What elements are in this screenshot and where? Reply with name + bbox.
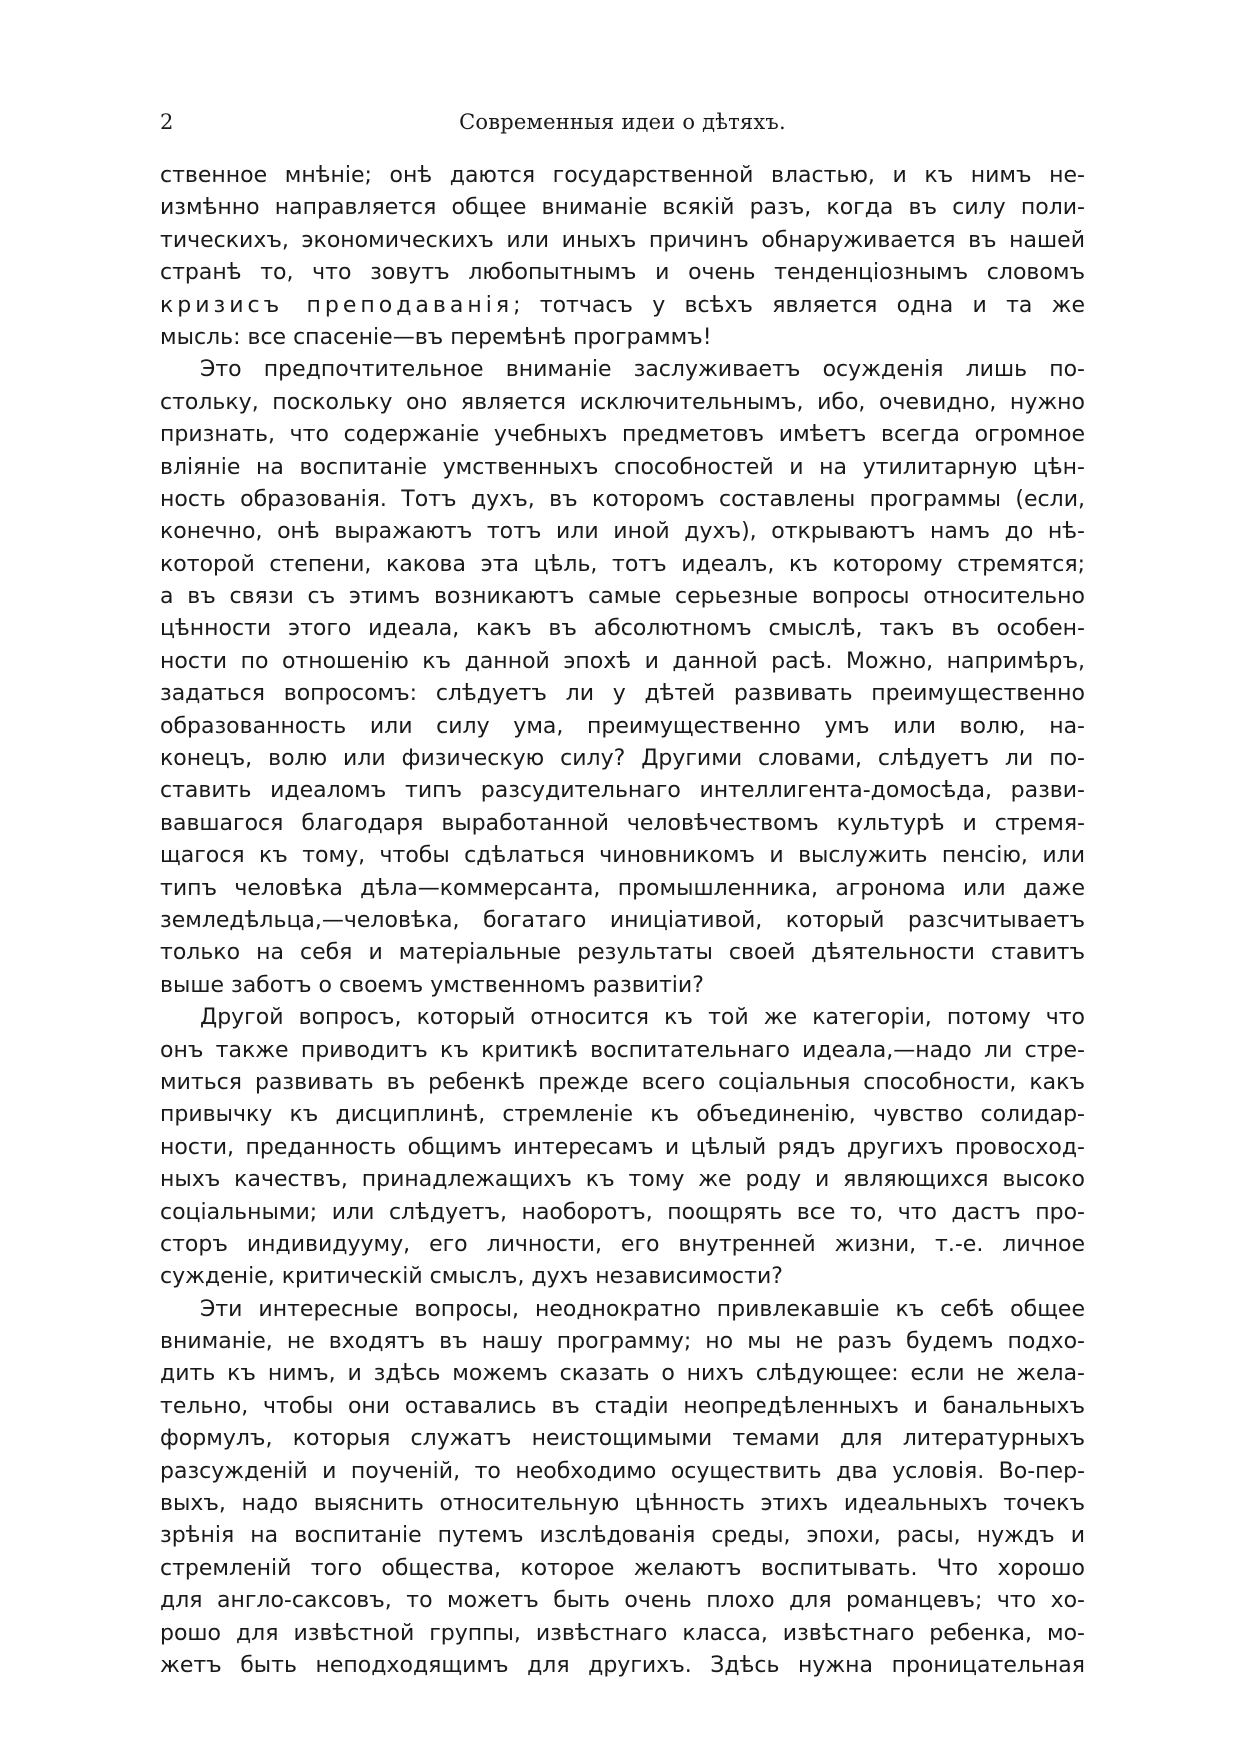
text-line: только на себя и матеріальные результаты своей дѣятельности ставитъ (160, 940, 1085, 966)
text-line: земледѣльца,—человѣка, богатаго иниціативой, который разсчитываетъ (160, 907, 1085, 933)
text-line: привычку къ дисциплинѣ, стремленіе къ объединенію, чувство солидар- (160, 1102, 1085, 1128)
text-line: мысль: все спасеніе—въ перемѣнѣ программъ! (160, 324, 712, 350)
text-line: конечно, онѣ выражаютъ тотъ или иной духъ), открываютъ намъ до нѣ- (160, 519, 1085, 545)
text-line: онъ также приводитъ къ критикѣ воспитательнаго идеала,—надо ли стре- (160, 1037, 1085, 1063)
text-line: тическихъ, экономическихъ или иныхъ причинъ обнаруживается въ нашей (160, 227, 1085, 253)
emphasized-phrase: кризисъ преподаванія (160, 292, 514, 318)
text-line: дить къ нимъ, и здѣсь можемъ сказать о нихъ слѣдующее: если не жела- (160, 1361, 1085, 1387)
text-line: вниманіе, не входятъ въ нашу программу; но мы не разъ будемъ подхо- (160, 1329, 1085, 1355)
text-line: сужденіе, критическій смыслъ, духъ независимости? (160, 1264, 783, 1290)
text-line: соціальными; или слѣдуетъ, наоборотъ, поощрять все то, что дастъ про- (160, 1199, 1085, 1225)
running-title: Современныя идеи о дѣтяхъ. (459, 110, 786, 134)
text-line: разсужденій и поученій, то необходимо осуществить два условія. Во-пер- (160, 1458, 1085, 1484)
text-line: типъ человѣка дѣла—коммерсанта, промышленника, агронома или даже (160, 875, 1085, 901)
text-line: ственное мнѣніе; онѣ даются государственной властью, и къ нимъ не- (160, 163, 1085, 188)
text-line: стремленій того общества, которое желаютъ воспитывать. Что хорошо (160, 1555, 1085, 1581)
text-line: вліяніе на воспитаніе умственныхъ способностей и на утилитарную цѣн- (160, 454, 1085, 480)
text-line: выхъ, надо выяснить относительную цѣнность этихъ идеальныхъ точекъ (160, 1491, 1085, 1517)
text-line: выше заботъ о своемъ умственномъ развитіи? (160, 972, 704, 998)
text-line: признать, что содержаніе учебныхъ предметовъ имѣетъ всегда огромное (160, 422, 1085, 448)
text-line: рошо для извѣстной группы, извѣстнаго класса, извѣстнаго ребенка, мо- (160, 1620, 1085, 1646)
text-line: ности по отношенію къ данной эпохѣ и данной расѣ. Можно, напримѣръ, (160, 648, 1085, 674)
text-line: зрѣнія на воспитаніе путемъ изслѣдованія среды, эпохи, расы, нуждъ и (160, 1523, 1085, 1549)
page-header (160, 110, 1085, 140)
text-line: сторъ индивидууму, его личности, его внутренней жизни, т.-е. личное (160, 1231, 1085, 1257)
text-line: а въ связи съ этимъ возникаютъ самые серьезные вопросы относительно (160, 584, 1085, 610)
text-line: которой степени, какова эта цѣль, тотъ идеалъ, къ которому стремятся; (160, 551, 1085, 577)
text-line: конецъ, волю или физическую силу? Другими словами, слѣдуетъ ли по- (160, 746, 1085, 772)
text-line: ставить идеаломъ типъ разсудительнаго интеллигента-домосѣда, разви- (160, 778, 1085, 804)
page-number: 2 (160, 110, 174, 134)
text-line: ность образованія. Тотъ духъ, въ которомъ составлены программы (если, (160, 486, 1085, 512)
text-line: жетъ быть неподходящимъ для другихъ. Здѣсь нужна проницательная (160, 1652, 1085, 1678)
text-line: стольку, поскольку оно является исключительнымъ, ибо, очевидно, нужно (160, 389, 1085, 415)
text-line: ныхъ качествъ, принадлежащихъ къ тому же роду и являющихся высоко (160, 1167, 1085, 1193)
text-line: щагося къ тому, чтобы сдѣлаться чиновникомъ и выслужить пенсію, или (160, 843, 1085, 869)
text-line: цѣнности этого идеала, какъ въ абсолютномъ смыслѣ, такъ въ особен- (160, 616, 1085, 642)
text-line: кризисъ преподаванія; тотчасъ у всѣхъ является одна и та же (160, 292, 1085, 318)
paragraph-start-line: Другой вопросъ, который относится къ той же категоріи, потому что (200, 1005, 1085, 1031)
text-line: миться развивать въ ребенкѣ прежде всего соціальныя способности, какъ (160, 1069, 1085, 1095)
text-line: ности, преданность общимъ интересамъ и цѣлый рядъ другихъ провосход- (160, 1134, 1085, 1160)
text-line: измѣнно направляется общее вниманіе всякій разъ, когда въ силу поли- (160, 195, 1085, 221)
text-line: задаться вопросомъ: слѣдуетъ ли у дѣтей развивать преимущественно (160, 681, 1085, 707)
text-line: странѣ то, что зовутъ любопытнымъ и очень тенденціознымъ словомъ (160, 260, 1085, 286)
paragraph-start-line: Это предпочтительное вниманіе заслуживаетъ осужденія лишь по- (200, 357, 1085, 383)
text-line: вавшагося благодаря выработанной человѣчествомъ культурѣ и стремя- (160, 810, 1085, 836)
text-line: образованность или силу ума, преимущественно умъ или волю, на- (160, 713, 1085, 739)
paragraph-start-line: Эти интересные вопросы, неоднократно привлекавшіе къ себѣ общее (200, 1296, 1085, 1322)
body-text (160, 160, 1085, 1682)
text-line: тельно, чтобы они оставались въ стадіи неопредѣленныхъ и банальныхъ (160, 1393, 1085, 1419)
text-line: формулъ, которыя служатъ неистощимыми темами для литературныхъ (160, 1426, 1085, 1452)
text-line: для англо-саксовъ, то можетъ быть очень плохо для романцевъ; что хо- (160, 1588, 1085, 1614)
